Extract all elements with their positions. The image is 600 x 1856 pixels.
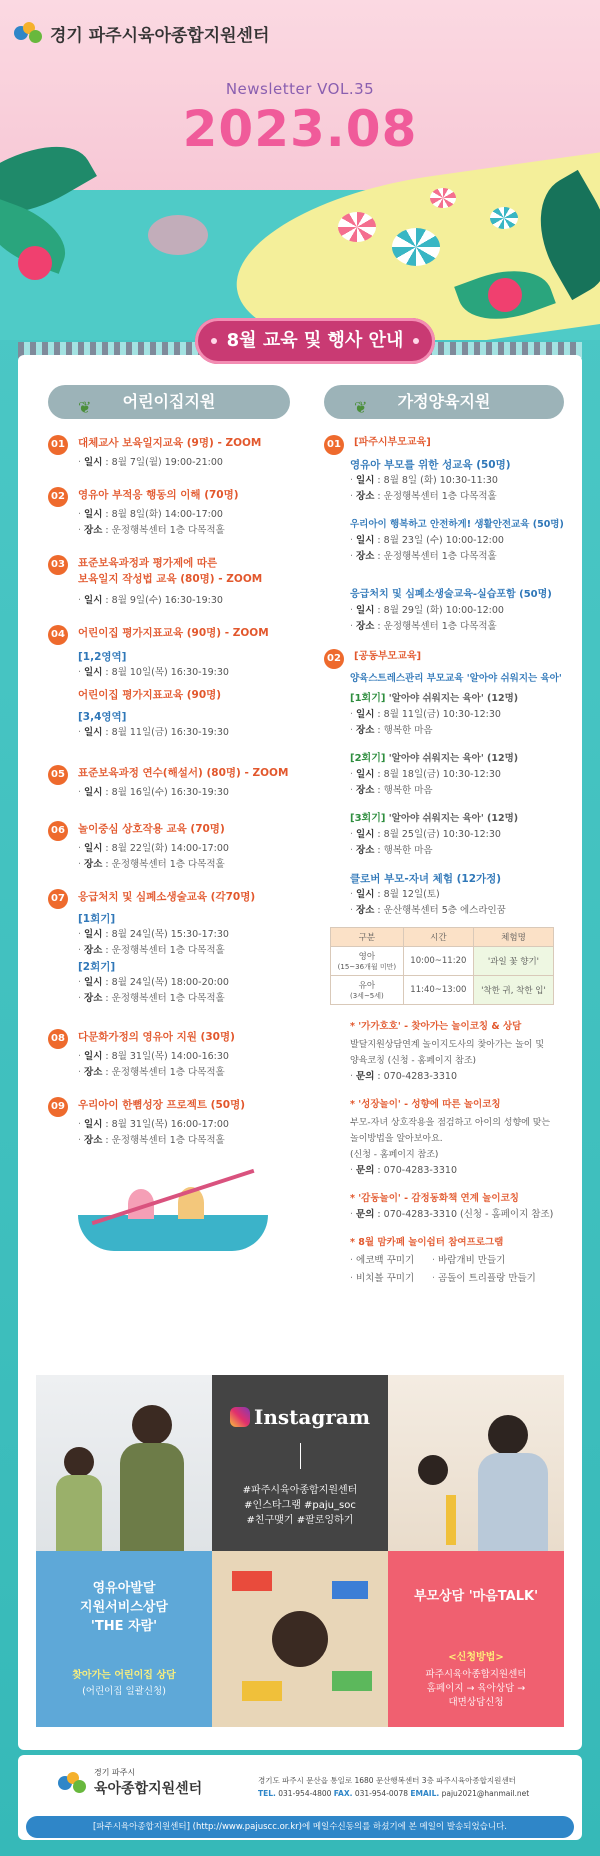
left-item-09	[48, 1097, 290, 1149]
item-line: · 일시 : 8월 31일(목) 14:00-16:30	[78, 1049, 290, 1065]
block-line: · 일시 : 8월 23일 (수) 10:00-12:00	[350, 533, 564, 549]
left-column	[48, 385, 290, 1255]
coaching-growth-play	[324, 1097, 564, 1179]
item-number: 01	[48, 435, 68, 455]
section-banner	[195, 318, 435, 364]
parasol-decoration	[392, 228, 440, 266]
item-number: 01	[324, 435, 344, 455]
parasol-decoration	[430, 188, 456, 208]
item-title: 다문화가정의 영유아 지원 (30명)	[78, 1031, 235, 1043]
item-number: 07	[48, 889, 68, 909]
right-column	[324, 385, 564, 1287]
kayak-illustration	[78, 1175, 268, 1255]
swimming-children	[148, 215, 208, 255]
item-line: · 일시 : 8월 24일(목) 15:30-17:30	[78, 927, 290, 943]
left-item-05	[48, 765, 290, 801]
coaching-desc: 발달지원상담연계 놀이지도사의 찾아가는 놀이 및	[350, 1040, 545, 1050]
item-title: 표준보육과정 연수(해설서) (80명) - ZOOM	[78, 767, 289, 779]
coaching-contact: · 문의 : 070-4283-3310 (신청 - 홈페이지 참조)	[350, 1207, 564, 1223]
round-line: · 장소 : 행복한 마음	[350, 723, 564, 739]
clover-line: · 장소 : 운산행복센터 5층 에스라인꿈	[350, 903, 564, 919]
parent-edu-block-3	[324, 587, 564, 635]
tile-title: 'THE 자람'	[90, 1619, 158, 1634]
parent-edu-block-2	[324, 517, 564, 565]
item-line: · 일시 : 8월 7일(월) 19:00-21:00	[78, 455, 290, 471]
coaching-title: * '감동놀이' - 감정동화책 연계 놀이코칭	[350, 1193, 519, 1204]
coaching-title: * '가가호호' - 찾아가는 놀이코칭 & 상담	[350, 1021, 522, 1032]
play-title: * 8월 맘카페 놀이쉼터 참여프로그램	[350, 1237, 504, 1248]
item-line: · 일시 : 8월 22일(화) 14:00-17:00	[78, 841, 290, 857]
joint-parent-education-section	[324, 649, 564, 665]
left-item-06	[48, 821, 290, 873]
section-label: [파주시부모교육]	[354, 437, 431, 448]
round-line: · 일시 : 8월 11일(금) 10:30-12:30	[350, 707, 564, 723]
round-line: · 일시 : 8월 18일(금) 10:30-12:30	[350, 767, 564, 783]
item-line: · 일시 : 8월 11일(금) 16:30-19:30	[78, 725, 290, 741]
item-title: 대체교사 보육일지교육 (9명) - ZOOM	[78, 437, 262, 449]
tile-subtitle: (어린이집 일괄신청)	[82, 1686, 166, 1697]
item-number: 06	[48, 821, 68, 841]
the-jaram-tile[interactable]	[36, 1551, 212, 1727]
block-title: 응급처치 및 심폐소생술교육-실습포함 (50명)	[350, 589, 552, 600]
item-number: 08	[48, 1029, 68, 1049]
coaching-contact: · 문의 : 070-4283-3310	[350, 1069, 564, 1085]
item-title: 어린이집 평가지표교육 (90명) - ZOOM	[78, 627, 269, 639]
item-subheading: [1,2영역]	[78, 651, 127, 663]
round-title: [2회기] '알아야 쉬워지는 육아' (12명)	[350, 753, 519, 764]
item-number: 05	[48, 765, 68, 785]
item-line: · 장소 : 운정행복센터 1층 다목적홀	[78, 523, 290, 539]
coaching-gagahoho	[324, 1019, 564, 1085]
play-shelter-programs	[324, 1235, 564, 1287]
coaching-desc: 양육코칭 (신청 - 홈페이지 참조)	[350, 1056, 477, 1066]
item-title: 표준보육과정과 평가제에 따른	[78, 557, 218, 569]
program-title: 양육스트레스관리 부모교육 '알아야 쉬워지는 육아'	[350, 673, 562, 684]
hibiscus-flower	[488, 278, 522, 312]
item-subheading: [1회기]	[78, 913, 116, 925]
daycare-support-heading: ❦ 어린이집지원	[48, 385, 290, 419]
item-title: 영유아 부적응 행동의 이해 (70명)	[78, 489, 239, 501]
newsletter-volume: Newsletter VOL.35	[225, 80, 375, 98]
maeum-talk-tile[interactable]	[388, 1551, 564, 1727]
coaching-title: * '성장놀이' - 성향에 따른 놀이코칭	[350, 1099, 501, 1110]
round-title: [3회기] '알아야 쉬워지는 육아' (12명)	[350, 813, 519, 824]
round-line: · 일시 : 8월 25일(금) 10:30-12:30	[350, 827, 564, 843]
round-line: · 장소 : 행복한 마음	[350, 783, 564, 799]
clover-schedule-table	[330, 927, 554, 1005]
block-line: · 장소 : 운정행복센터 1층 다목적홀	[350, 619, 564, 635]
item-line: · 일시 : 8월 24일(목) 18:00-20:00	[78, 975, 290, 991]
item-number: 02	[324, 649, 344, 669]
coaching-emotion-play	[324, 1191, 564, 1223]
parent-edu-block-1	[324, 457, 564, 505]
section-label: [공동부모교육]	[354, 651, 422, 662]
tile-subheading: <신청방법>	[448, 1652, 504, 1663]
item-subheading: [3,4영역]	[78, 711, 127, 723]
block-title: 영유아 부모를 위한 성교육 (50명)	[350, 459, 511, 471]
instagram-tile[interactable]	[212, 1375, 388, 1551]
sprout-icon: ❦	[354, 398, 368, 417]
footer-address: 경기도 파주시 문산읍 통일로 1680 문산행복센터 3층 파주시육아종합지원센터	[258, 1776, 516, 1785]
footer-contacts: TEL. 031-954-4800 FAX. 031-954-0078 EMAIL. paju2021@hanmail.net	[258, 1789, 530, 1798]
org-logo[interactable]	[14, 20, 269, 46]
left-item-01	[48, 435, 290, 471]
tile-subtitle: 홈페이지 → 육아상담 →	[426, 1683, 526, 1694]
round-title: [1회기] '알아야 쉬워지는 육아' (12명)	[350, 693, 519, 704]
item-line: · 일시 : 8월 8일(화) 14:00-17:00	[78, 507, 290, 523]
instagram-icon	[230, 1407, 250, 1427]
table-header-row: 구분 시간 체험명	[331, 928, 554, 947]
hashtag-line: #파주시육아종합지원센터	[242, 1485, 358, 1496]
sprout-icon: ❦	[78, 398, 92, 417]
item-line: · 장소 : 운정행복센터 1층 다목적홀	[78, 991, 290, 1007]
divider	[300, 1443, 301, 1469]
photo-kids-tile	[212, 1551, 388, 1727]
left-item-08	[48, 1029, 290, 1081]
stress-program	[324, 671, 564, 919]
block-line: · 일시 : 8월 29일 (화) 10:00-12:00	[350, 603, 564, 619]
logo-mark-icon	[58, 1770, 88, 1796]
item-subtitle: 어린이집 평가지표교육 (90명)	[78, 689, 222, 701]
coaching-desc: 놀이방법을 알아보아요.	[350, 1134, 443, 1144]
instagram-label: Instagram	[254, 1405, 370, 1429]
tile-subtitle: 대면상담신청	[448, 1697, 504, 1708]
tile-subtitle: 찾아가는 어린이집 상담	[72, 1670, 176, 1681]
tile-subtitle: 파주시육아종합지원센터	[425, 1669, 527, 1680]
coaching-desc: (신청 - 홈페이지 참조)	[350, 1150, 439, 1160]
item-line: · 장소 : 운정행복센터 1층 다목적홀	[78, 943, 290, 959]
item-title: 놀이중심 상호작용 교육 (70명)	[78, 823, 225, 835]
footer-org-small: 경기 파주시	[94, 1768, 136, 1777]
item-line: · 일시 : 8월 16일(수) 16:30-19:30	[78, 785, 290, 801]
item-title: 응급처치 및 심폐소생술교육 (각70명)	[78, 891, 256, 903]
table-row: 유아 (3세~5세) 11:40~13:00 '착한 귀, 착한 입'	[331, 976, 554, 1005]
item-title-line2: 보육일지 작성법 교육 (80명) - ZOOM	[78, 573, 263, 585]
item-line: · 일시 : 8월 9일(수) 16:30-19:30	[78, 593, 290, 609]
item-number: 03	[48, 555, 68, 575]
item-title: 우리아이 한뼘성장 프로젝트 (50명)	[78, 1099, 246, 1111]
footer-logo[interactable]	[58, 1767, 202, 1798]
block-line: · 장소 : 운정행복센터 1층 다목적홀	[350, 489, 564, 505]
clover-title: 클로버 부모-자녀 체험 (12가정)	[350, 873, 502, 885]
tile-title: 부모상담 '마음TALK'	[413, 1589, 539, 1604]
left-item-02	[48, 487, 290, 539]
item-line: · 장소 : 운정행복센터 1층 다목적홀	[78, 857, 290, 873]
item-line: · 일시 : 8월 31일(목) 16:00-17:00	[78, 1117, 290, 1133]
block-title: 우리아이 행복하고 안전하게! 생활안전교육 (50명)	[350, 519, 564, 530]
play-item: · 에코백 꾸미기	[350, 1253, 432, 1269]
left-item-04	[48, 625, 290, 741]
round-line: · 장소 : 행복한 마음	[350, 843, 564, 859]
item-number: 04	[48, 625, 68, 645]
play-item: · 비치볼 꾸미기	[350, 1271, 432, 1287]
photo-family-tile	[36, 1375, 212, 1551]
item-line: · 장소 : 운정행복센터 1층 다목적홀	[78, 1065, 290, 1081]
hashtag-line: #친구맺기 #팔로잉하기	[246, 1515, 354, 1526]
tile-title: 영유아발달	[92, 1581, 156, 1596]
tile-title: 지원서비스상담	[80, 1600, 168, 1615]
promo-grid	[36, 1375, 564, 1727]
footer-org-name: 육아종합지원센터	[94, 1781, 203, 1797]
play-item: · 곰돌이 트리플랑 만들기	[432, 1271, 550, 1287]
parasol-decoration	[490, 207, 518, 229]
item-number: 02	[48, 487, 68, 507]
hashtag-line: #인스타그램 #paju_soc	[244, 1500, 356, 1511]
item-subheading: [2회기]	[78, 961, 116, 973]
coaching-contact: · 문의 : 070-4283-3310	[350, 1163, 564, 1179]
home-parenting-heading: ❦ 가정양육지원	[324, 385, 564, 419]
coaching-desc: 부모-자녀 상호작용을 점검하고 아이의 성향에 맞는	[350, 1118, 551, 1128]
clover-line: · 일시 : 8월 12일(토)	[350, 887, 564, 903]
hibiscus-flower	[18, 246, 52, 280]
photo-play-tile	[388, 1375, 564, 1551]
table-row: 영아 (15~36개월 미만) 10:00~11:20 '과일 꽃 향기'	[331, 947, 554, 976]
issue-date: 2023.08	[182, 100, 418, 158]
org-name: 경기 파주시육아종합지원센터	[50, 25, 270, 46]
left-item-07	[48, 889, 290, 1007]
play-item: · 바람개비 만들기	[432, 1253, 550, 1269]
block-line: · 장소 : 운정행복센터 1층 다목적홀	[350, 549, 564, 565]
item-line: · 장소 : 운정행복센터 1층 다목적홀	[78, 1133, 290, 1149]
left-item-03	[48, 555, 290, 609]
logo-mark-icon	[14, 20, 44, 46]
item-line: · 일시 : 8월 10일(목) 16:30-19:30	[78, 665, 290, 681]
block-line: · 일시 : 8월 8일 (화) 10:30-11:30	[350, 473, 564, 489]
item-number: 09	[48, 1097, 68, 1117]
header-illustration	[0, 0, 600, 340]
parasol-decoration	[338, 212, 376, 242]
section-banner-text: 8월 교육 및 행사 안내	[226, 330, 404, 351]
footer-consent-bar: [파주시육아종합지원센터] (http://www.pajuscc.or.kr)에 메일수신동의를 하셨기에 본 메일이 발송되었습니다.	[26, 1816, 574, 1838]
parent-education-section	[324, 435, 564, 451]
